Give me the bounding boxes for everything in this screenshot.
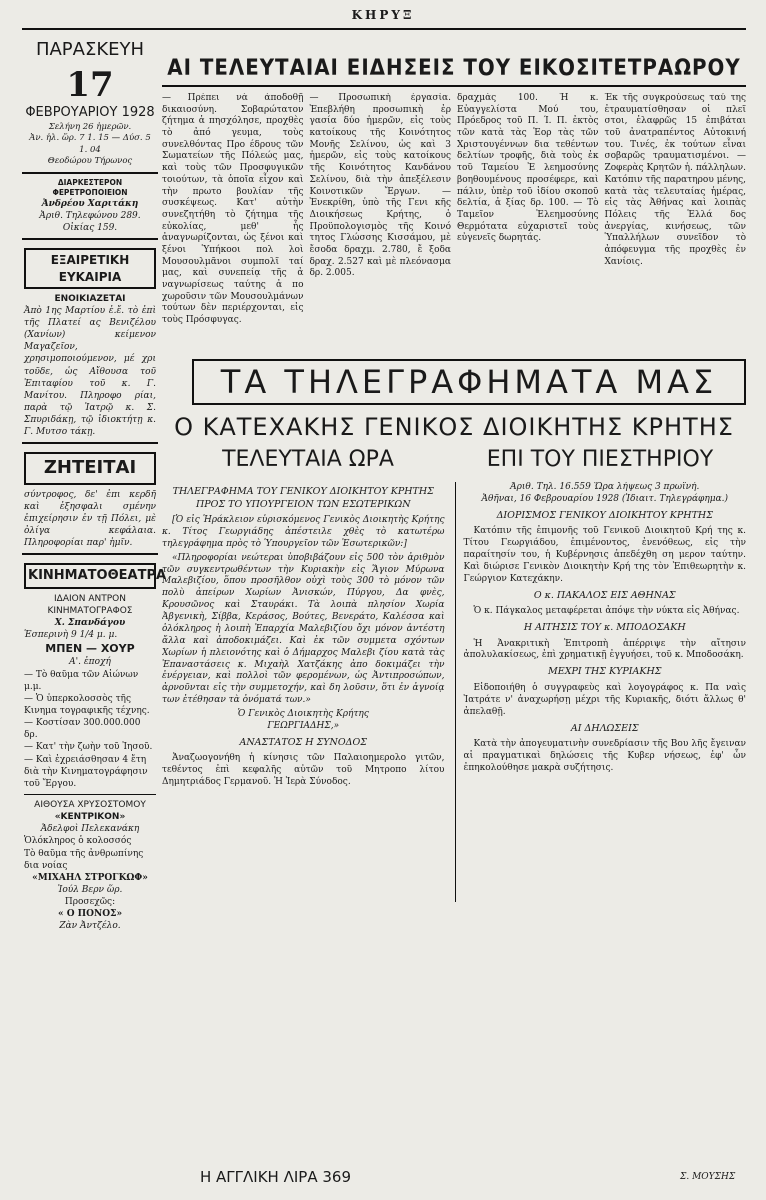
cinema1-line: — Τὸ θαῦμα τῶν Αἰώνων μ.μ.: [24, 669, 139, 692]
wanted-ad-title: ΖΗΤΕΙΤΑΙ: [24, 452, 156, 484]
cinema2-owner: Ἀδελφοὶ Πελεκανάκη: [40, 824, 140, 835]
news-column: — Πρέπει νὰ ἀποδοθῇ δικαιοσύνη. Σοβαρώτατον ζήτημα ἀ πησχόλησε, προχθὲς τὸ ἀπό γευμα, τοὺς συνελθόντας Προ έδρους τῶν Σωματείων τῆς Πόλεώς μας, καὶ τοὺς τῶν Προσφυγικῶν τοιούτων, τὰ ὁποῖα εἶχον καὶ τὴν πρωτο βουλίαν τῆς συσκέψεως. Κατ' αὐτὴν συνεζητήθη τὸ ζήτημα τῆς εὐκολίας, μεθ' ἧς ἀναγνωρίζονται, ὡς ξένοι καὶ ξένοι Ὑπήκοοι πολ λοὶ Μουσουλμᾶνοι συμπολῖ ταί μας, καὶ συνεπείᾳ τῆς ἀ ναγνωρίσεως ταύτης ἀ πο χωροῦσιν τῶν Μουσουλμάνων τούτων δὲν περιέρχονται, εἰς τοὺς Πρόσφυγας.: [162, 93, 304, 326]
subhead: Η ΑΙΤΗΣΙΣ ΤΟΥ κ. ΜΠΟΔΟΣΑΚΗ: [523, 622, 686, 634]
cinema2-line: Τὸ θαῦμα τῆς ἀνθρωπίνης δια νοίας: [24, 848, 144, 871]
subhead: ΔΙΟΡΙΣΜΟΣ ΓΕΝΙΚΟΥ ΔΙΟΙΚΗΤΟΥ ΚΡΗΤΗΣ: [496, 509, 713, 521]
left-column: [22, 30, 167, 937]
funeral-ad: [22, 174, 158, 241]
sun-info: Ἀν. ἡλ. ὥρ. 7 1. 15 — Δύσ. 5 1. 04: [29, 133, 151, 155]
cinema-head: ΚΙΝΗΜΑΤΟΘΕΑΤΡΑ: [24, 563, 156, 589]
paragraph: Κατὰ τὴν ἀπογευματινὴν συνεδρίασιν τῆς Βου λῆς ἔγειναν αἱ πραγματικαὶ δηλώσεις τῆς Κυβερ νήσεως, ἐφ' ὧν ἐπηκολούθησε μακρὰ συζήτησις.: [463, 739, 746, 773]
subhead: ΤΗΛΕΓΡΑΦΗΜΑ ΤΟΥ ΓΕΝΙΚΟΥ ΔΙΟΙΚΗΤΟΥ ΚΡΗΤΗΣ ΠΡΟΣ ΤΟ ΥΠΟΥΡΓΕΙΟΝ ΤΩΝ ΕΣΩΤΕΡΙΚΩΝ: [172, 486, 434, 510]
day-number: 17: [66, 65, 114, 106]
month-year: ΦΕΒΡΟΥΑΡΙΟΥ 1928: [25, 105, 155, 121]
wanted-ad-text: σύντροφος, δε' ἐπι κερδῆ καὶ ἐξησφαλι σμένην ἐπιχείρησιν ἐν τῇ Πόλει, μὲ ὀλίγα κεφάλαια. Πληροφορίαι παρ' ἡμῖν.: [24, 489, 156, 549]
weekday: ΠΑΡΑΣΚΕΥΗ: [35, 39, 145, 60]
news-column: Ἐκ τῆς συγκρούσεως ταύ της ἐτραυματίσθησαν οἱ πλεῖ στοι, ἐλαφρῶς 15 ἐπιβάται τοῦ ἀνατραπέντος Αὐτοκινή του. Τινές, ἐκ τούτων εἶναι σοβαρῶς τραυματισμένοι. — Ζοφερὰς Κρητῶν ἡ. πάλληλων. Κατόπιν τῆς παρατηρου μένης, κατὰ τὰς τελευταίας ἡμέρας, εἰς τὰς Ἀθήνας καὶ λοιπὰς Πόλεις τῆς Ἑλλά δος ἀνεργίας, κινήσεως, τῶν Ὑπαλλήλων συνεῖδον τὸ ἀπόφευγμα τῆς προχθὲς ἐν Χανίοις.: [604, 93, 746, 267]
rent-ad: [22, 240, 158, 444]
headline-pound: Η ΑΓΓΛΙΚΗ ΛΙΡΑ 369: [200, 1168, 351, 1186]
paragraph: «Πληροφορίαι νεώτεραι ὑποβιβάζουν εἰς 500 τὸν ἀριθμὸν τῶν συγκεντρωθέντων τὴν Κυριακὴν εἰς Ἅγιον Μύρωνα Μαλεβιζίου, ὅπου προσῆλθον οὐχὶ τοὺς 300 τὸ μόνον τῶν πολὺ ἀπείρων Χωρίων Ἀνισκών, Πύργου, Δα φνὲς, Κρουσῶνος καὶ Σταυράκι. Τὰ λοιπὰ πλησίον Χωρία Ἀβγενικὴ, Σίββα, Κεράσος, Βούτες, Βενεράτο, Καλέσσα καὶ ὁλόκληρος ἡ λοιπὴ Ἐπαρχία Μαλεβιζίου ὄχι μόνον ἀντέστη ἄλλα καὶ ἀποδοκιμάζει. Καὶ ἐκ τῶν συμμετα σχόντων Χωρίων ἡ πλειονότης καὶ ὁ Δήμαρχος Μαλεβι ζίου κατὰ τὰς Ἐπαναστάσεις κ. Μιχαὴλ Χατζάκης ἀπο δοκιμάζει τὴν ἐνέργειαν, καὶ πολλοὶ τῶν φερομένων, ὡς Ἀντιπροσώπων, ἀρνοῦνται εἰς τὴν συμμετοχήν, καὶ δη λοῦσιν, ὅτι ἐν ἀγνοίᾳ των ἐτέθησαν τὰ ὀνόματά των.»: [162, 552, 445, 706]
cinema2-line: Ὁλόκληρος ὁ κολοσσός: [24, 836, 132, 847]
cinema1-line: — Καὶ ἐχρειάσθησαν 4 ἔτη διὰ τὴν Κινηματογράφησιν τοῦ Ἔργου.: [24, 754, 148, 789]
headline-governor: Ο ΚΑΤΕΧΑΚΗΣ ΓΕΝΙΚΟΣ ΔΙΟΙΚΗΤΗΣ ΚΡΗΤΗΣ: [174, 413, 734, 441]
headline-last-hour: ΤΕΛΕΥΤΑΙΑ ΩΡΑ: [222, 447, 394, 472]
subhead: ΑΙ ΔΗΛΩΣΕΙΣ: [570, 722, 639, 734]
cinema1-name: ΙΔΑΙΟΝ ΑΝΤΡΟΝ: [54, 594, 126, 604]
telegram-left: [162, 482, 445, 902]
paragraph: Κατόπιν τῆς ἐπιμονῆς τοῦ Γενικοῦ Διοικητοῦ Κρή της κ. Τίτου Γεωργιάδου, ἐπιμένοντος, ἐνενόθεως, εἰς τὴν παραίτησίν του, ἡ Κυβέρνησις ἀπεδέχθη ση μερον ταύτην. Καὶ διώρισε Γενικὸν Διοικητὴν Κρή της τὸν Ἐπιθεωρητὴν κ. Γεώργιον Κατεχάκην.: [463, 526, 746, 584]
paragraph: Ὁ κ. Πάγκαλος μεταφέρεται ἀπόψε τὴν νύκτα εἰς Ἀθήνας.: [473, 606, 740, 617]
news-column: δραχμὰς 100. Ἡ κ. Εὐαγγελίστα Μού του, Πρόεδρος τοῦ Π. Ί. Π. ἐκτὸς τῶν κατὰ τὰς Ἑορ τὰς τῶν Χριστουγέννων δια τεθέντων δελτίων τροφῆς, διὰ τοὺς ἐκ τοῦ Ταμείου Ἐ λεημοσύνης βοηθουμένους προσέφερε, καὶ πάλιν, ὑπὲρ τοῦ ἰδίου σκοποῦ δελτία, ἀ ξίας δρ. 100. — Τὸ Ταμεῖον Ἐλεημοσύνης Θερμότατα εὐχαριστεῖ τοὺς εὐγενεῖς δωρητάς.: [457, 93, 599, 244]
byline: Σ. ΜΟΥΣΗΣ: [680, 1172, 736, 1182]
funeral-name: Ἀνδρέου Χαριτάκη: [41, 198, 139, 209]
cinema2-line: Ζὰν Ἀντζέλο.: [59, 921, 121, 932]
funeral-head: ΔΙΑΡΚΕΣΤΕΡΟΝ ΦΕΡΕΤΡΟΠΟΙΕΙΟΝ: [52, 177, 128, 197]
subhead: ΑΝΑΣΤΑΤΟΣ Η ΣΥΝΟΔΟΣ: [239, 736, 368, 748]
cinema1-owner: Χ. Σπανδάγου: [54, 618, 126, 629]
news-column: — Προσωπικὴ ἐργασία. Ἐπεβλήθη προσωπικὴ ἐρ γασία δύο ἡμερῶν, εἰς τοὺς κατοίκους τῆς Κοινότητος Μονῆς Σελίνου, ὡς καὶ 3 ἡμερῶν, εἰς τοὺς κατοίκους τῆς Κοινότητος Κανδάνου Σελίνου, διὰ τὴν ἀπεξέλεσιν Κοινοτικῶν Ἔργων. — Ἐνεκρίθη, ὑπὸ τῆς Γενι κῆς Διοικήσεως Κρήτης, ὁ Προϋπολογισμὸς τῆς Κοινό τητος Γλώσσης Κισσάμου, μὲ ἔσοδα δραχμ. 2.780, ἔ ξοδα δραχ. 2.527 καὶ μὲ πλεόνασμα δρ. 2.005.: [309, 93, 451, 279]
cinema1-type: ΚΙΝΗΜΑΤΟΓΡΑΦΟΣ: [47, 606, 133, 617]
paragraph: Εἰδοποιήθη ὁ συγγραφεὺς καὶ λογογράφος κ. Πα ναὶς Ἰατράτε ν' ἀναχωρήσῃ μέχρι τῆς Κυριακῆς, διότι ἄλλως θ' ἀπελαθῇ.: [463, 682, 746, 717]
cinema1-episode: Α'. ἐποχή: [69, 657, 111, 668]
subhead: Ο κ. ΠΑΚΑΛΟΣ ΕΙΣ ΑΘΗΝΑΣ: [533, 589, 676, 601]
main-content: [162, 30, 746, 902]
headline-latest-news: ΑΙ ΤΕΛΕΥΤΑΙΑΙ ΕΙΔΗΣΕΙΣ ΤΟΥ ΕΙΚΟΣΙΤΕΤΡΑΩΡΟΥ: [162, 56, 746, 87]
paragraph: Ἀναζωογονήθη ἡ κίνησις τῶν Παλαιοημερολο γιτῶν, τεθέντος ἐπὶ κεφαλῆς αὐτῶν τοῦ Μητροπο λίτου Δημητριάδος Γερμανοῦ. Ἡ Ἱερὰ Σύνοδος.: [162, 753, 445, 788]
rent-ad-sub: ΕΝΟΙΚΙΑΖΕΤΑΙ: [54, 293, 126, 304]
headline-row: [162, 447, 746, 472]
signature-name: ΓΕΩΡΓΙΑΔΗΣ,»: [267, 720, 340, 731]
headline-telegrams: ΤΑ ΤΗΛΕΓΡΑΦΗΜΑΤΑ ΜΑΣ: [192, 359, 746, 405]
signature-title: Ὁ Γενικὸς Διοικητὴς Κρήτης: [237, 709, 369, 720]
wanted-ad: [22, 444, 158, 555]
cinema2-sub: «ΚΕΝΤΡΙΚΟΝ»: [54, 812, 126, 823]
paragraph: [Ὁ εἰς Ἡράκλειον εὑρισκόμενος Γενικὸς Διοικητὴς Κρήτης κ. Τίτος Γεωργιάδης ἀπέστειλε χθὲς τὸ κατωτέρω τηλεγράφημα πρὸς τὸ Ὑπουργεῖον τῶν Ἐσωτερικῶν:]: [162, 515, 445, 549]
rent-ad-title: ΕΞΑΙΡΕΤΙΚΗ ΕΥΚΑΙΡΙΑ: [24, 248, 156, 288]
telegram-ref: Ἀριθ. Τηλ. 16.559 Ὥρα λήψεως 3 πρωϊνή.: [510, 482, 700, 492]
rent-ad-text: Ἀπὸ 1ης Μαρτίου ἐ.ἔ. τὸ ἐπὶ τῆς Πλατεί ας Βενιζέλου (Χανίων) κείμενον Μαγαζεῖον, χρησιμοποιούμενον, μέ χρι τοῦδε, ὡς Αἴθουσα τοῦ Ἐπιταφίου τοῦ κ. Γ. Μανίτου. Πληροφο ρίαι, παρὰ τῷ Ἰατρῷ κ. Σ. Σπυριδάκῃ, τῷ ἰδιοκτήτῃ κ. Γ. Μυτσο τάκῃ.: [24, 305, 156, 438]
telegram-right: [455, 482, 747, 902]
cinema2-name: ΑΙΘΟΥΣΑ ΧΡΥΣΟΣΤΟΜΟΥ: [34, 799, 146, 810]
cinema1-line: — Ὁ ὑπερκολοσσὸς τῆς Κινημα τογραφικῆς τέχνης.: [24, 693, 150, 716]
cinema2-line: « Ο ΠΟΝΟΣ»: [57, 909, 123, 920]
saint-name: Θεοδώρου Τήρωνος: [47, 156, 133, 167]
cinema1-line: — Κατ' τὴν ζωὴν τοῦ Ἰησοῦ.: [24, 742, 153, 753]
news-columns: [162, 93, 746, 353]
cinema1-line: — Κοστίσαν 300.000.000 δρ.: [24, 718, 141, 741]
cinema2-film: «ΜΙΧΑΗΛ ΣΤΡΟΓΚΩΦ»: [32, 872, 148, 883]
telegram-ref: Ἀθῆναι, 16 Φεβρουαρίου 1928 (Ἰδιαιτ. Τηλεγράφημα.): [481, 493, 729, 504]
cinema2-line: Προσεχῶς:: [64, 897, 116, 908]
paragraph: Ἡ Ἀνακριτικὴ Ἐπιτροπὴ ἀπέρριψε τὴν αἴτησιν ἀπολυλακίσεως, ἐπὶ χρηματικῇ ἐγγυήσει, τοῦ κ. Μποδοσάκη.: [463, 638, 746, 661]
cinema2-line: Ἰούλ Βερν ὥρ.: [57, 884, 123, 895]
headline-press: ΕΠΙ ΤΟΥ ΠΙΕΣΤΗΡΙΟΥ: [486, 447, 714, 472]
date-block: [22, 30, 158, 174]
cinema1-film: ΜΠΕΝ — ΧΟΥΡ: [45, 641, 135, 655]
moon-info: Σελήνη 26 ἡμερῶν.: [48, 121, 132, 132]
cinema1-time: Ἑσπερινὴ 9 1/4 μ. μ.: [24, 630, 118, 641]
cinema-listings: [22, 555, 167, 936]
telegram-columns: [162, 482, 746, 902]
masthead: ΚΗΡΥΞ: [351, 8, 415, 22]
funeral-phone: Ἀριθ. Τηλεφώνου 289. Οἰκίας 159.: [39, 211, 141, 234]
subhead: ΜΕΧΡΙ ΤΗΣ ΚΥΡΙΑΚΗΣ: [548, 666, 662, 678]
